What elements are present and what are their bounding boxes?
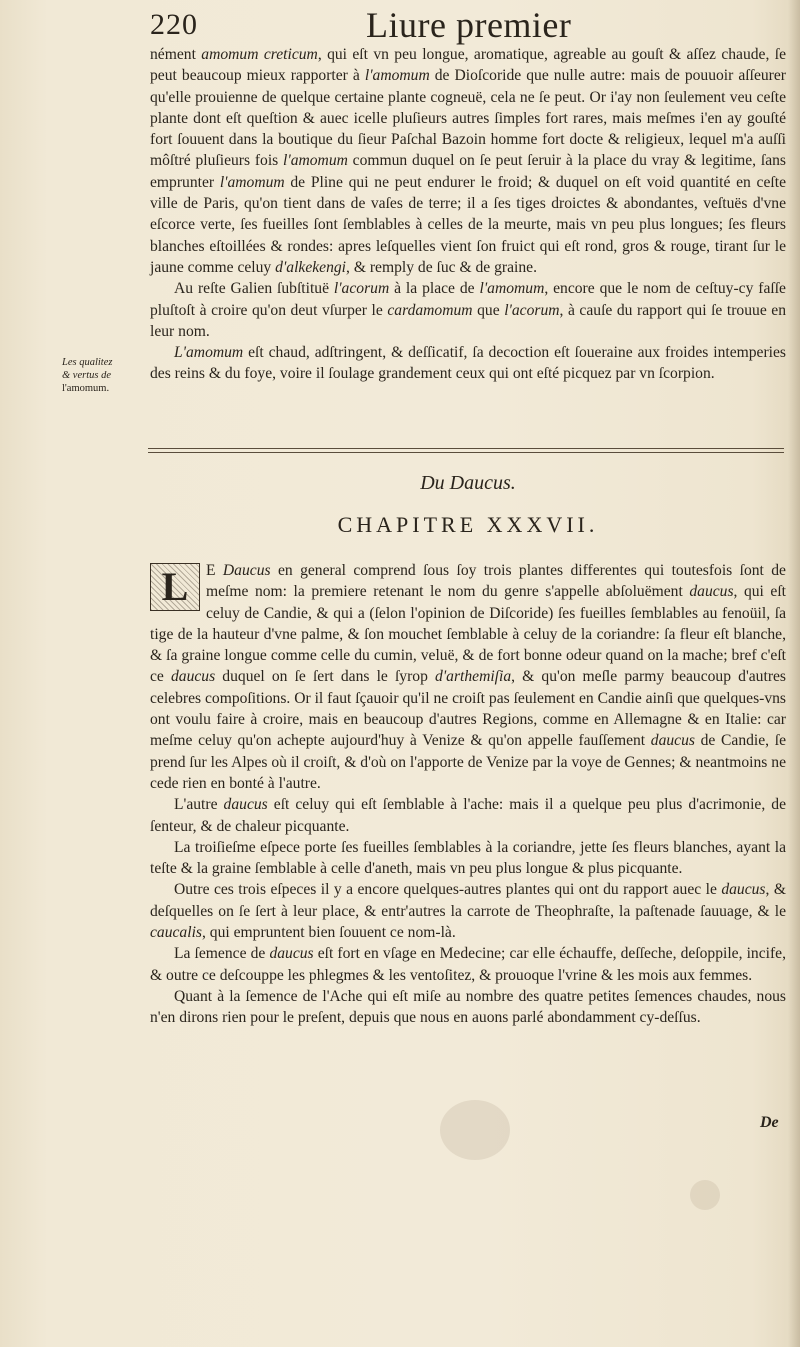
page-edge-shadow (788, 0, 800, 1347)
italic-term: Daucus (222, 562, 271, 579)
italic-term: amomum creticum (201, 46, 318, 63)
italic-term: l'amomum (479, 280, 545, 298)
paper-stain (440, 1100, 510, 1160)
chapter-text-block (150, 560, 786, 1029)
italic-term: d'arthemiſia (435, 668, 512, 686)
dropcap-ornament (150, 563, 200, 611)
paragraph: Quant à la ſemence de l'Ache qui eſt miſe au nombre des quatre petites ſemences chaudes, nous n'en dirons rien pour le preſent, depuis que nous en auons parlé abondamment cy-deſſus. (150, 987, 786, 1027)
paragraph: L'autre daucus eſt celuy qui eſt ſemblable à l'ache: mais il a quelque peu plus d'acrimonie, de ſenteur, & de chaleur picquante. (150, 796, 787, 835)
margin-note-line: l'amomum. (62, 383, 110, 394)
paragraph: La troiſieſme eſpece porte ſes fueilles ſemblables à la coriandre, jette ſes fleurs blanches, ayant la teſte & la graine ſemblable à celle d'aneth, mais vn peu plus longue & plus picquante. (150, 838, 786, 878)
page-number: 220 (150, 8, 198, 41)
margin-note-line: & vertus de (62, 370, 111, 381)
intro-text-block (150, 44, 786, 385)
italic-term: daucus (223, 796, 268, 814)
dropcap-letter: L (161, 564, 189, 609)
page-header (150, 6, 790, 46)
italic-term: l'amomum (219, 173, 285, 191)
section-title: Du Daucus. (420, 472, 516, 494)
italic-term: L'amomum (174, 344, 244, 362)
italic-term: l'amomum (283, 152, 348, 170)
catchword: De (760, 1114, 779, 1131)
italic-term: daucus (650, 732, 695, 750)
italic-term: l'acorum (333, 280, 390, 298)
chapter-heading: CHAPITRE XXXVII. (337, 512, 599, 537)
margin-note (62, 356, 144, 395)
running-head: Liure premier (366, 5, 572, 45)
paragraph: Au reſte Galien ſubſtituë l'acorum à la place de l'amomum, encore que le nom de ceſtuy-cy faſſe pluſtoſt à croire qu'on deut vſurper le cardamomum que l'acorum, à cauſe du rapport qui ſe trouue en leur nom. (150, 280, 787, 340)
italic-term: l'acorum (504, 301, 560, 319)
italic-term: l'amomum (364, 67, 430, 85)
italic-term: cardamomum (387, 301, 473, 319)
italic-term: caucalis (150, 924, 202, 942)
paragraph-text: E Daucus en general comprend ſous ſoy trois plantes differentes qui toutesfois ſont de meſme nom: la premiere retenant le nom du genre s'appelle abſoluëment daucus, qui eſt celuy de Candie, & qui a (ſelon l'opinion de Diſcoride) ſes fueilles ſemblables au fenoüil, ſa tige de la hauteur d'vne palme, & ſon mouchet ſemblable à celuy de la coriandre: ſa fleur eſt blanche, & ſa graine longue comme celle du cumin, veluë, & de fort bonne odeur quand on la mache; bref c'eſt ce daucus duquel on ſe ſert dans le ſyrop d'arthemiſia, & qu'on meſle parmy beaucoup d'autres celebres compoſitions. Or il faut ſçauoir qu'il ne croiſt pas ſeulement en Candie ainſi que quelques-vns ont voulu faire à croire, mais en beaucoup d'autres Regions, comme en Allemagne & en Italie: car meſme celuy qu'on achepte aujourd'huy à Venize & qu'on appelle fauſſement daucus de Candie, ſe prend ſur les Alpes où il croiſt, & d'où on l'apporte de Venize par la voye de Gennes; & neantmoins ne cede rien en bonté à l'autre. (150, 562, 786, 792)
paragraph: La ſemence de daucus eſt fort en vſage en Medecine; car elle échauffe, deſſeche, deſoppile, incife, & outre ce deſcouppe les phlegmes & les ventoſitez, & prouoque l'vrine & les mois aux femmes. (150, 945, 786, 984)
margin-note-line: Les qualitez (62, 357, 113, 368)
paragraph (150, 560, 786, 794)
paragraph: nément amomum creticum, qui eſt vn peu longue, aromatique, agreable au gouſt & aſſez chaude, ſe peut beaucoup mieux rapporter à l'amomum de Dioſcoride que nulle autre: mais de pouuoir aſſeurer qu'elle prouienne de quelque certaine plante cogneuë, cela ne ſe peut. Or i'ay non ſeulement veu ceſte plante dont eſt queſtion & auec icelle pluſieurs autres ſimples fort rares, mais meſmes i'en ay gouſté fort ſouuent dans la boutique du ſieur Paſchal Bazoin homme fort docte & religieux, lequel m'a auſſi môſtré pluſieurs fois l'amomum commun duquel on ſe peut ſeruir à la place du vray & legitime, ſans emprunter l'amomum de Pline qui ne peut endurer le froid; & duquel on eſt void quantité en ceſte ville de Paris, qu'on tient dans de vaſes de terre; il a ſes tiges droictes & abondantes, veſtuës d'vne eſcorce verte, ſes fueilles ſont ſemblables à celles de la meurte, mais vn peu plus longues; ſes fleurs blanches eſtoillées & rondes: apres leſquelles vient ſon fruict qui eſt rond, gros & rouge, tirant ſur le jaune comme celuy d'alkekengi, & remply de ſuc & de graine. (150, 46, 786, 276)
paper-stain (690, 1180, 720, 1210)
italic-term: daucus (269, 945, 314, 963)
italic-term: daucus (170, 668, 216, 686)
italic-term: daucus (721, 881, 766, 899)
section-divider (148, 448, 784, 453)
italic-term: daucus (689, 583, 734, 601)
italic-term: d'alkekengi (275, 258, 347, 276)
paragraph: L'amomum eſt chaud, adſtringent, & deſſicatif, ſa decoction eſt ſoueraine aux froides intemperies des reins & du foye, voire il ſoulage grandement ceux qui ont eſté picquez par vn ſcorpion. (150, 344, 786, 383)
paragraph: Outre ces trois eſpeces il y a encore quelques-autres plantes qui ont du rapport auec le daucus, & deſquelles on ſe ſert à leur place, & entr'autres la carrote de Theophraſte, la paſtenade ſauuage, & le caucalis, qui empruntent bien ſouuent ce nom-là. (150, 881, 786, 942)
